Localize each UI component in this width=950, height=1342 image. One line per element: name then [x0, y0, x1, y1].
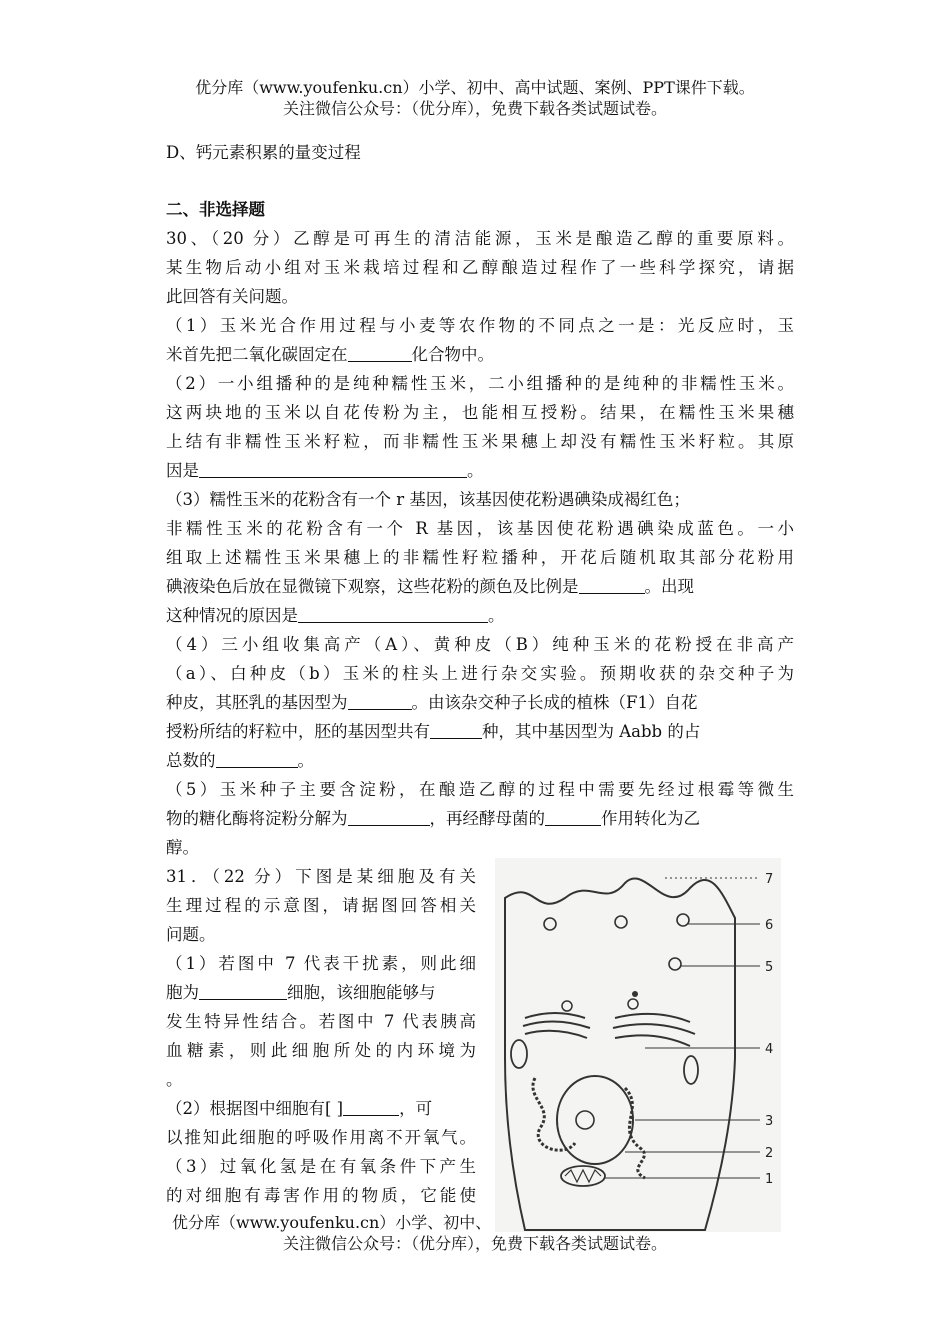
option-d: D、钙元素积累的量变过程	[166, 143, 361, 162]
q30-part4-line: 种皮，其胚乳的基因型为 。由该杂交种子长成的植株（F1）自花	[166, 688, 794, 717]
q30-part4-line: （4）三小组收集高产（A）、黄种皮（B）纯种玉米的花粉授在非高产	[166, 635, 794, 654]
answer-blank[interactable]	[199, 980, 287, 1000]
q31-stem-line: 31．（22 分）下图是某细胞及有关	[166, 867, 476, 886]
answer-blank[interactable]	[545, 806, 601, 826]
q30-part1-line: 米首先把二氧化碳固定在 化合物中。	[166, 340, 794, 369]
label-6: 6	[765, 918, 774, 933]
q30-part3-line: 碘液染色后放在显微镜下观察，这些花粉的颜色及比例是 。出现	[166, 572, 794, 601]
q31-stem-line: 生理过程的示意图，请据图回答相关	[166, 896, 476, 915]
q31-stem-line: 问题。	[166, 925, 216, 944]
q31-part1-line: 发生特异性结合。若图中 7 代表胰高	[166, 1012, 476, 1031]
answer-blank[interactable]	[430, 719, 482, 739]
header-line-1: 优分库（www.youfenku.cn）小学、初中、高中试题、案例、PPT课件下载。	[195, 78, 755, 97]
q30-part4-line: （a）、白种皮（b）玉米的柱头上进行杂交实验。预期收获的杂交种子为	[166, 664, 794, 683]
cell-membrane	[505, 879, 735, 1230]
nucleolus	[576, 1111, 594, 1129]
q31-part1-line: 胞为 细胞，该细胞能够与	[166, 978, 476, 1007]
q31-part1-line: 血糖素，则此细胞所处的内环境为	[166, 1041, 476, 1060]
q30-part3-line: （3）糯性玉米的花粉含有一个 r 基因，该基因使花粉遇碘染成褐红色；	[166, 490, 690, 509]
label-5: 5	[765, 960, 774, 975]
label-3: 3	[765, 1114, 774, 1129]
label-4: 4	[765, 1042, 774, 1057]
header-line-2: 关注微信公众号：（优分库），免费下载各类试题试卷。	[282, 99, 667, 118]
footer-line-1: 优分库（www.youfenku.cn）小学、初中、	[172, 1213, 492, 1232]
page-header	[0, 77, 950, 119]
nucleus	[557, 1076, 633, 1164]
q30-part3-line: 组取上述糯性玉米果穗上的非糯性籽粒播种，开花后随机取其部分花粉用	[166, 548, 794, 567]
q31-part1-line: 。	[166, 1070, 183, 1089]
label-2: 2	[765, 1146, 774, 1161]
q30-part3-line: 非糯性玉米的花粉含有一个 R 基因，该基因使花粉遇碘染成蓝色。一小	[166, 519, 794, 538]
answer-blank[interactable]	[216, 748, 298, 768]
q31-part2-line: （2）根据图中细胞有[ ] ，可	[166, 1094, 476, 1123]
q30-part5-line: （5）玉米种子主要含淀粉，在酿造乙醇的过程中需要先经过根霉等微生	[166, 780, 794, 799]
q30-part5-line: 物的糖化酶将淀粉分解为 ，再经酵母菌的 作用转化为乙	[166, 804, 794, 833]
q30-stem-line: 某生物后动小组对玉米栽培过程和乙醇酿造过程作了一些科学探究，请据	[166, 258, 794, 277]
answer-blank[interactable]	[343, 1096, 399, 1116]
q30-part2-line: 上结有非糯性玉米籽粒，而非糯性玉米果穗上却没有糯性玉米籽粒。其原	[166, 432, 794, 451]
answer-blank[interactable]	[348, 342, 412, 362]
q30-part3-line: 这种情况的原因是 。	[166, 601, 794, 630]
cell-diagram	[495, 858, 781, 1232]
q30-part1-line: （1）玉米光合作用过程与小麦等农作物的不同点之一是：光反应时，玉	[166, 316, 794, 335]
q30-part2-line: （2）一小组播种的是纯种糯性玉米，二小组播种的是纯种的非糯性玉米。	[166, 374, 794, 393]
q31-part1-line: （1）若图中 7 代表干扰素，则此细	[166, 954, 476, 973]
cell-diagram-svg	[495, 858, 781, 1232]
answer-blank[interactable]	[348, 806, 430, 826]
section-title: 二、非选择题	[166, 200, 265, 219]
q31-part3-line: （3）过氧化氢是在有氧条件下产生	[166, 1157, 476, 1176]
page-footer	[0, 1212, 950, 1254]
answer-blank[interactable]	[298, 603, 488, 623]
answer-blank[interactable]	[348, 690, 412, 710]
q30-part4-line: 总数的 。	[166, 746, 794, 775]
q30-part4-line: 授粉所结的籽粒中，胚的基因型共有 种，其中基因型为 Aabb 的占	[166, 717, 794, 746]
footer-line-2: 关注微信公众号：（优分库），免费下载各类试题试卷。	[282, 1234, 667, 1253]
answer-blank[interactable]	[579, 574, 645, 594]
q31-part2-line: 以推知此细胞的呼吸作用离不开氧气。	[166, 1128, 476, 1147]
q30-part2-line: 这两块地的玉米以自花传粉为主，也能相互授粉。结果，在糯性玉米果穗	[166, 403, 794, 422]
q30-part5-line: 醇。	[166, 838, 199, 857]
label-7: 7	[765, 872, 774, 887]
q30-stem-line: 30、（20 分）乙醇是可再生的清洁能源，玉米是酿造乙醇的重要原料。	[166, 229, 794, 248]
q30-stem-line: 此回答有关问题。	[166, 287, 298, 306]
answer-blank[interactable]	[199, 458, 467, 478]
q30-part2-line: 因是 。	[166, 456, 794, 485]
label-1: 1	[765, 1172, 774, 1187]
q31-part3-line: 的对细胞有毒害作用的物质，它能使	[166, 1186, 476, 1205]
